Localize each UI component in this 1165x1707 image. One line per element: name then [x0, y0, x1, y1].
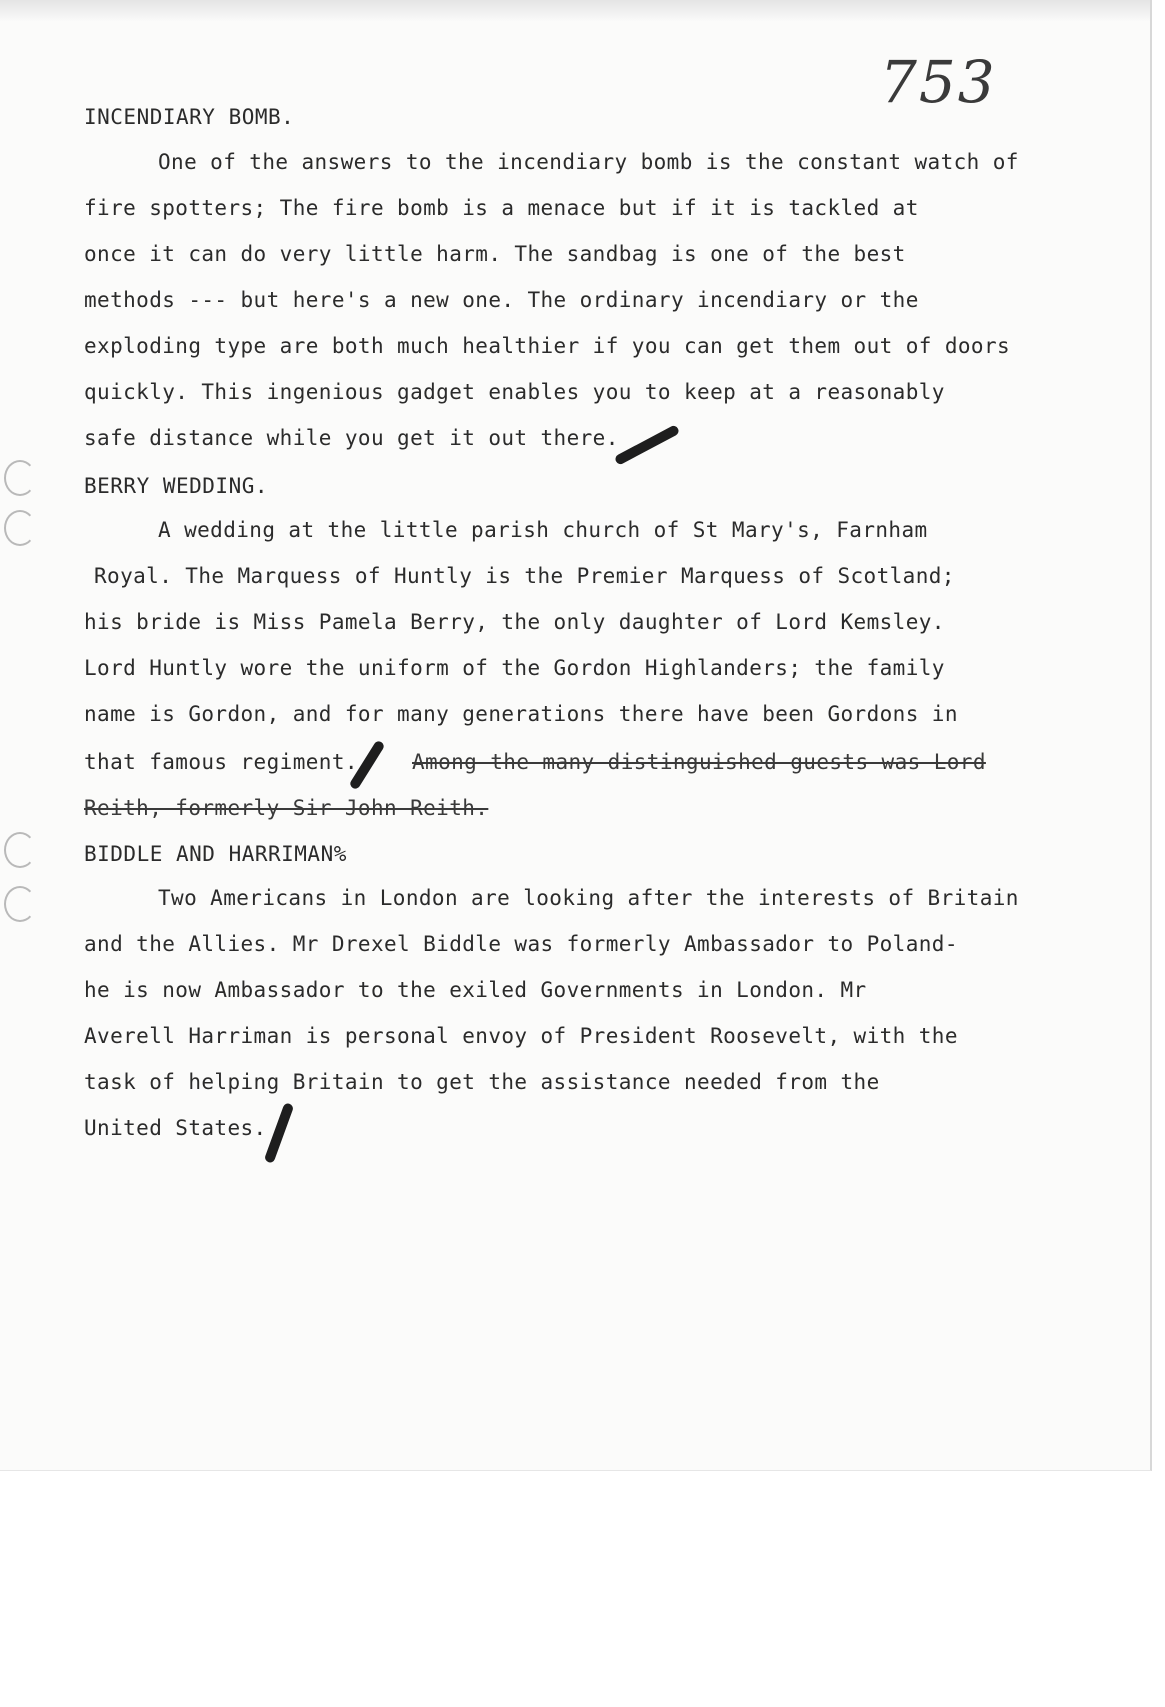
text-line: One of the answers to the incendiary bomb is the constant watch of	[158, 150, 1019, 174]
text-line: fire spotters; The fire bomb is a menace but if it is tackled at	[84, 196, 919, 220]
section-heading-biddle-harriman: BIDDLE AND HARRIMAN%	[84, 842, 347, 866]
text-line: Two Americans in London are looking after the interests of Britain	[158, 886, 1019, 910]
text-line: name is Gordon, and for many generations there have been Gordons in	[84, 702, 958, 726]
text-line: Royal. The Marquess of Huntly is the Premier Marquess of Scotland;	[94, 564, 955, 588]
punch-hole	[4, 460, 36, 496]
punch-hole	[4, 832, 36, 868]
text-line: task of helping Britain to get the assistance needed from the	[84, 1070, 880, 1094]
text-line: Averell Harriman is personal envoy of President Roosevelt, with the	[84, 1024, 958, 1048]
text-line: exploding type are both much healthier if you can get them out of doors	[84, 334, 1011, 358]
section-heading-berry-wedding: BERRY WEDDING.	[84, 474, 269, 498]
scan-shadow	[0, 0, 1150, 22]
text-line: and the Allies. Mr Drexel Biddle was formerly Ambassador to Poland-	[84, 932, 958, 956]
text-line: quickly. This ingenious gadget enables you to keep at a reasonably	[84, 380, 945, 404]
text-line: United States.	[84, 1116, 267, 1140]
punch-hole	[4, 886, 36, 922]
page-number: 753	[880, 48, 997, 116]
struck-text-line: Reith, formerly Sir John Reith.	[84, 796, 489, 820]
text-line: Lord Huntly wore the uniform of the Gordon Highlanders; the family	[84, 656, 945, 680]
text-line: once it can do very little harm. The sandbag is one of the best	[84, 242, 906, 266]
struck-text-line: Among the many distinguished guests was Lord	[412, 750, 986, 774]
text-line: safe distance while you get it out there.	[84, 426, 619, 450]
text-line: he is now Ambassador to the exiled Governments in London. Mr	[84, 978, 867, 1002]
text-line: his bride is Miss Pamela Berry, the only daughter of Lord Kemsley.	[84, 610, 945, 634]
text-line: methods --- but here's a new one. The ordinary incendiary or the	[84, 288, 919, 312]
punch-hole	[4, 510, 36, 546]
section-heading-incendiary-bomb: INCENDIARY BOMB.	[84, 105, 295, 129]
text-line: that famous regiment.	[84, 750, 358, 774]
text-line: A wedding at the little parish church of St Mary's, Farnham	[158, 518, 928, 542]
